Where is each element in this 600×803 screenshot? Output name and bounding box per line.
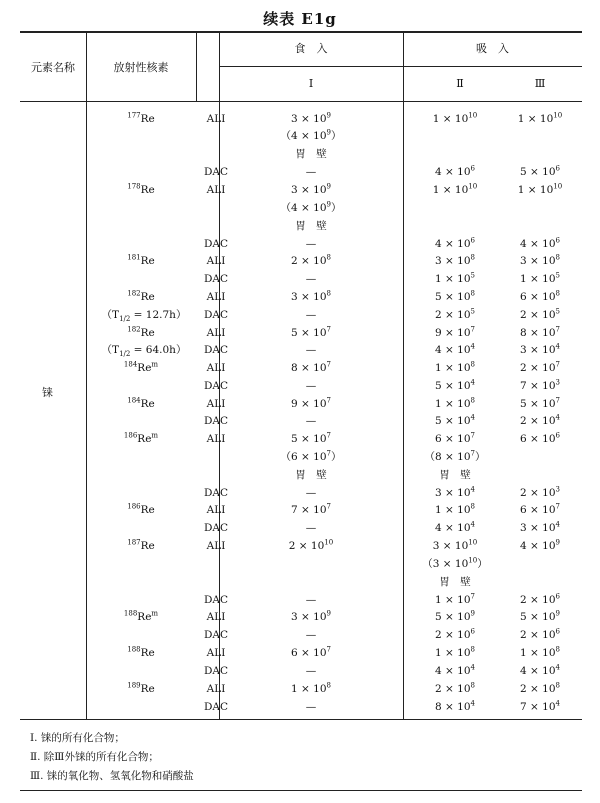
ingestion-value: — bbox=[305, 344, 317, 356]
ingestion-value: — bbox=[305, 629, 317, 641]
footnote-3: Ⅲ. 铼的氧化物、氢氧化物和硝酸盐 bbox=[30, 770, 194, 782]
inhalation-ii-value: $1 \times 10^7$ bbox=[435, 592, 475, 606]
nuclide-cell: $^{188}$Re$^m$ bbox=[123, 609, 159, 623]
ingestion-value: — bbox=[305, 238, 317, 250]
inhalation-ii-value: $8 \times 10^4$ bbox=[435, 699, 475, 713]
type-cell: ALI bbox=[206, 504, 226, 516]
inhalation-iii-value: $2 \times 10^3$ bbox=[520, 485, 560, 499]
inhalation-iii-value: $4 \times 10^4$ bbox=[520, 663, 560, 677]
inhalation-iii-value: $2 \times 10^7$ bbox=[520, 360, 560, 374]
inhalation-iii-value: $5 \times 10^9$ bbox=[520, 609, 560, 623]
type-cell: ALI bbox=[206, 184, 226, 196]
nuclide-cell: $^{178}$Re bbox=[127, 182, 155, 196]
inhalation-iii-value: $2 \times 10^4$ bbox=[520, 413, 560, 427]
header-element: 元素名称 bbox=[31, 61, 75, 74]
type-cell: ALI bbox=[206, 327, 226, 339]
ingestion-value: $(4 \times 10^9)$ bbox=[280, 200, 342, 214]
inhalation-ii-value: $3 \times 10^4$ bbox=[435, 485, 475, 499]
ingestion-value: $1 \times 10^8$ bbox=[291, 681, 331, 695]
type-cell: ALI bbox=[206, 113, 226, 125]
inhalation-ii-value: $5 \times 10^9$ bbox=[435, 609, 475, 623]
ingestion-value: — bbox=[305, 594, 317, 606]
ingestion-value: $5 \times 10^7$ bbox=[291, 325, 331, 339]
inhalation-ii-value: $5 \times 10^4$ bbox=[435, 378, 475, 392]
table-bottom-rule bbox=[20, 719, 582, 720]
ingestion-value: $3 \times 10^9$ bbox=[291, 182, 331, 196]
inhalation-iii-value: $7 \times 10^4$ bbox=[520, 699, 560, 713]
col-divider-2 bbox=[196, 31, 197, 101]
inhalation-iii-value: $6 \times 10^8$ bbox=[520, 289, 560, 303]
type-cell: ALI bbox=[206, 398, 226, 410]
inhalation-iii-value: $2 \times 10^5$ bbox=[520, 307, 560, 321]
inhalation-iii-value: $3 \times 10^4$ bbox=[520, 520, 560, 534]
inhalation-ii-value: $4 \times 10^6$ bbox=[435, 236, 475, 250]
ingestion-value: $(4 \times 10^9)$ bbox=[280, 128, 342, 142]
header-col3: Ⅲ bbox=[534, 77, 546, 90]
type-cell: DAC bbox=[203, 629, 229, 641]
header-sub-rule bbox=[219, 66, 582, 67]
inhalation-iii-value: $4 \times 10^9$ bbox=[520, 538, 560, 552]
type-cell: DAC bbox=[203, 166, 229, 178]
type-cell: DAC bbox=[203, 594, 229, 606]
type-cell: DAC bbox=[203, 238, 229, 250]
inhalation-iii-value: $3 \times 10^4$ bbox=[520, 342, 560, 356]
inhalation-iii-value: $7 \times 10^3$ bbox=[520, 378, 560, 392]
inhalation-ii-value: $4 \times 10^4$ bbox=[435, 520, 475, 534]
ingestion-value: $3 \times 10^9$ bbox=[291, 111, 331, 125]
inhalation-iii-value: $1 \times 10^{10}$ bbox=[517, 111, 563, 125]
type-cell: DAC bbox=[203, 701, 229, 713]
type-cell: ALI bbox=[206, 291, 226, 303]
type-cell: ALI bbox=[206, 647, 226, 659]
ingestion-value: $2 \times 10^{10}$ bbox=[288, 538, 334, 552]
inhalation-ii-value: $3 \times 10^8$ bbox=[435, 253, 475, 267]
type-cell: ALI bbox=[206, 362, 226, 374]
type-cell: DAC bbox=[203, 487, 229, 499]
ingestion-value: 胃 壁 bbox=[295, 469, 327, 481]
ingestion-value: $5 \times 10^7$ bbox=[291, 431, 331, 445]
ingestion-value: — bbox=[305, 522, 317, 534]
nuclide-cell: $^{182}$Re bbox=[127, 289, 155, 303]
half-life-cell: $(T_{1/2} = 64.0h)$ bbox=[101, 344, 187, 359]
inhalation-ii-value: $5 \times 10^8$ bbox=[435, 289, 475, 303]
ingestion-value: 胃 壁 bbox=[295, 220, 327, 232]
inhalation-ii-value: $6 \times 10^7$ bbox=[435, 431, 475, 445]
ingestion-value: $3 \times 10^8$ bbox=[291, 289, 331, 303]
inhalation-ii-value: $1 \times 10^8$ bbox=[435, 396, 475, 410]
inhalation-iii-value: $1 \times 10^8$ bbox=[520, 645, 560, 659]
table-title: 续表 E1g bbox=[263, 10, 337, 28]
inhalation-ii-value: $3 \times 10^{10}$ bbox=[432, 538, 478, 552]
inhalation-ii-value: $1 \times 10^8$ bbox=[435, 360, 475, 374]
ingestion-value: $3 \times 10^9$ bbox=[291, 609, 331, 623]
inhalation-ii-value: $1 \times 10^{10}$ bbox=[432, 111, 478, 125]
ingestion-value: — bbox=[305, 701, 317, 713]
inhalation-iii-value: $6 \times 10^7$ bbox=[520, 502, 560, 516]
ingestion-value: — bbox=[305, 665, 317, 677]
ingestion-value: $7 \times 10^7$ bbox=[291, 502, 331, 516]
inhalation-ii-value: $(8 \times 10^7)$ bbox=[424, 449, 486, 463]
inhalation-ii-value: $4 \times 10^4$ bbox=[435, 663, 475, 677]
type-cell: DAC bbox=[203, 415, 229, 427]
inhalation-ii-value: $5 \times 10^4$ bbox=[435, 413, 475, 427]
ingestion-value: — bbox=[305, 415, 317, 427]
nuclide-cell: $^{177}$Re bbox=[127, 111, 155, 125]
inhalation-ii-value: $1 \times 10^{10}$ bbox=[432, 182, 478, 196]
ingestion-value: — bbox=[305, 309, 317, 321]
nuclide-cell: $^{187}$Re bbox=[127, 538, 155, 552]
footnote-1: Ⅰ. 铼的所有化合物； bbox=[30, 732, 125, 744]
ingestion-value: $8 \times 10^7$ bbox=[291, 360, 331, 374]
nuclide-cell: $^{184}$Re bbox=[127, 396, 155, 410]
header-inhalation: 吸 入 bbox=[476, 42, 509, 55]
ingestion-value: $2 \times 10^8$ bbox=[291, 253, 331, 267]
type-cell: ALI bbox=[206, 540, 226, 552]
type-cell: ALI bbox=[206, 255, 226, 267]
nuclide-cell: $^{186}$Re$^m$ bbox=[123, 431, 159, 445]
header-ingestion: 食 入 bbox=[294, 42, 328, 55]
nuclide-cell: $^{182}$Re bbox=[127, 325, 155, 339]
inhalation-iii-value: $4 \times 10^6$ bbox=[520, 236, 560, 250]
type-cell: DAC bbox=[203, 344, 229, 356]
ingestion-value: 胃 壁 bbox=[295, 148, 327, 160]
type-cell: DAC bbox=[203, 522, 229, 534]
inhalation-ii-value: 胃 壁 bbox=[439, 576, 471, 588]
inhalation-iii-value: $5 \times 10^6$ bbox=[520, 164, 560, 178]
half-life-cell: $(T_{1/2} = 12.7h)$ bbox=[101, 309, 187, 324]
type-cell: DAC bbox=[203, 309, 229, 321]
inhalation-iii-value: $2 \times 10^6$ bbox=[520, 592, 560, 606]
inhalation-ii-value: $2 \times 10^8$ bbox=[435, 681, 475, 695]
type-cell: ALI bbox=[206, 433, 226, 445]
inhalation-iii-value: $3 \times 10^8$ bbox=[520, 253, 560, 267]
type-cell: DAC bbox=[203, 380, 229, 392]
nuclide-cell: $^{181}$Re bbox=[127, 253, 155, 267]
col-divider-4 bbox=[403, 31, 404, 719]
ingestion-value: $6 \times 10^7$ bbox=[291, 645, 331, 659]
inhalation-ii-value: $1 \times 10^8$ bbox=[435, 502, 475, 516]
type-cell: DAC bbox=[203, 273, 229, 285]
inhalation-ii-value: $1 \times 10^5$ bbox=[435, 271, 475, 285]
ingestion-value: — bbox=[305, 273, 317, 285]
inhalation-iii-value: $5 \times 10^7$ bbox=[520, 396, 560, 410]
ingestion-value: — bbox=[305, 380, 317, 392]
nuclide-cell: $^{188}$Re bbox=[127, 645, 155, 659]
ingestion-value: $(6 \times 10^7)$ bbox=[280, 449, 342, 463]
top-rule bbox=[20, 31, 582, 33]
inhalation-ii-value: $4 \times 10^4$ bbox=[435, 342, 475, 356]
inhalation-ii-value: $2 \times 10^6$ bbox=[435, 627, 475, 641]
page-bottom-rule bbox=[20, 790, 582, 791]
footnote-2: Ⅱ. 除Ⅲ外铼的所有化合物； bbox=[30, 751, 159, 763]
inhalation-ii-value: $(3 \times 10^{10})$ bbox=[422, 556, 488, 570]
nuclide-cell: $^{186}$Re bbox=[127, 502, 155, 516]
inhalation-ii-value: $4 \times 10^6$ bbox=[435, 164, 475, 178]
type-cell: DAC bbox=[203, 665, 229, 677]
header-col1: I bbox=[308, 77, 314, 90]
inhalation-iii-value: $6 \times 10^6$ bbox=[520, 431, 560, 445]
inhalation-iii-value: $2 \times 10^6$ bbox=[520, 627, 560, 641]
header-bottom-rule bbox=[20, 101, 582, 102]
inhalation-iii-value: $1 \times 10^{10}$ bbox=[517, 182, 563, 196]
element-name: 铼 bbox=[42, 386, 53, 399]
inhalation-iii-value: $8 \times 10^7$ bbox=[520, 325, 560, 339]
ingestion-value: — bbox=[305, 166, 317, 178]
header-nuclide: 放射性核素 bbox=[113, 61, 169, 74]
inhalation-ii-value: $9 \times 10^7$ bbox=[435, 325, 475, 339]
inhalation-ii-value: $2 \times 10^5$ bbox=[435, 307, 475, 321]
type-cell: ALI bbox=[206, 611, 226, 623]
inhalation-ii-value: $1 \times 10^8$ bbox=[435, 645, 475, 659]
nuclide-cell: $^{189}$Re bbox=[127, 681, 155, 695]
ingestion-value: $9 \times 10^7$ bbox=[291, 396, 331, 410]
inhalation-ii-value: 胃 壁 bbox=[439, 469, 471, 481]
ingestion-value: — bbox=[305, 487, 317, 499]
header-col2: Ⅱ bbox=[456, 77, 464, 90]
type-cell: ALI bbox=[206, 683, 226, 695]
nuclide-cell: $^{184}$Re$^m$ bbox=[123, 360, 159, 374]
inhalation-iii-value: $2 \times 10^8$ bbox=[520, 681, 560, 695]
inhalation-iii-value: $1 \times 10^5$ bbox=[520, 271, 560, 285]
